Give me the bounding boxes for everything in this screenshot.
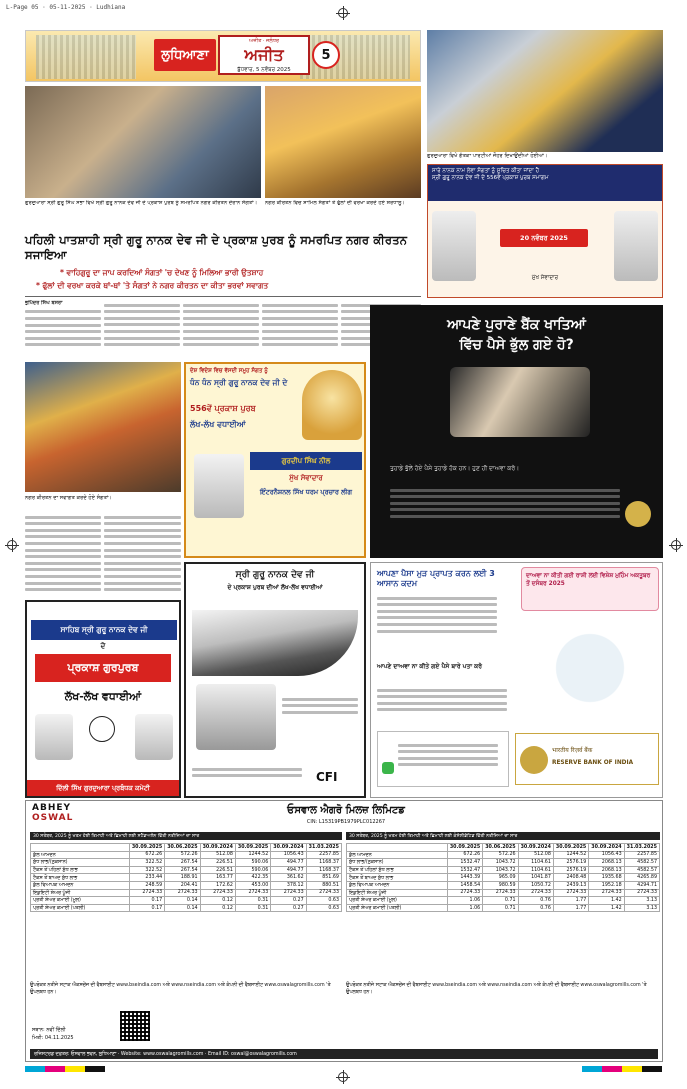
table-cell: 422.35: [235, 874, 270, 882]
row-label: ਕੁੱਲ ਆਮਦਨ: [347, 851, 448, 859]
portrait-photo: [614, 211, 658, 281]
table-cell: 2724.33: [200, 889, 235, 897]
ad-de: ਦੇ: [100, 642, 106, 650]
standalone-results-table: [30, 843, 342, 912]
table-header-cell: 30.09.2024: [518, 844, 553, 852]
table-cell: 2068.13: [589, 866, 624, 874]
table-cell: 1.06: [447, 897, 482, 905]
subheadline: * ਫੁੱਲਾਂ ਦੀ ਵਰਖਾ ਕਰਕੇ ਥਾਂ-ਥਾਂ 'ਤੇ ਸੰਗਤਾਂ ਨੇ ਨਗਰ ਕੀਰਤਨ ਦਾ ਕੀਤਾ ਭਰਵਾਂ ਸਵਾਗਤ: [36, 281, 269, 290]
row-label: ਪ੍ਰਤੀ ਸ਼ੇਅਰ ਕਮਾਈ (ਪਤਲੀ): [31, 904, 130, 912]
main-headline: ਪਹਿਲੀ ਪਾਤਸ਼ਾਹੀ ਸ੍ਰੀ ਗੁਰੂ ਨਾਨਕ ਦੇਵ ਜੀ ਦੇ ਪ੍ਰਕਾਸ਼ ਪੁਰਬ ਨੂੰ ਸਮਰਪਿਤ ਨਗਰ ਕੀਰਤਨ ਸਜਾਇਆ: [25, 233, 408, 262]
table-row: [347, 897, 660, 905]
table-cell: 0.76: [518, 897, 553, 905]
registration-mark-icon: [338, 1072, 348, 1082]
table-cell: 0.31: [235, 904, 270, 912]
event-ad: [427, 164, 663, 298]
table-cell: 233.44: [129, 874, 164, 882]
table-cell: 0.63: [306, 904, 341, 912]
table-row: [31, 866, 342, 874]
table-cell: 0.71: [483, 897, 518, 905]
table-cell: 0.76: [518, 904, 553, 912]
oswal-results-notice: [25, 800, 663, 1062]
campaign-box: ਦਾਅਵਾ ਨਾ ਕੀਤੀ ਗਈ ਰਾਸ਼ੀ ਲਈ ਵਿਸ਼ੇਸ਼ ਮੁਹਿੰਮ ਅਕਤੂਬਰ ਤੋਂ ਦਸੰਬਰ 2025: [521, 567, 659, 611]
portrait-photo: [35, 714, 73, 760]
row-label: ਪ੍ਰਤੀ ਸ਼ੇਅਰ ਕਮਾਈ (ਮੂਲ): [31, 897, 130, 905]
table-cell: 2724.33: [589, 889, 624, 897]
rbi-claim-ad: [370, 562, 663, 798]
portrait-photo: [194, 454, 244, 518]
color-bar: [582, 1066, 662, 1072]
table-row: [31, 859, 342, 867]
table-cell: 0.17: [129, 904, 164, 912]
table-header-cell: 30.09.2024: [589, 844, 624, 852]
table-cell: 0.14: [165, 904, 200, 912]
contact-box: [377, 731, 509, 787]
ad-headline: 556ਵੇਂ ਪ੍ਰਕਾਸ਼ ਪੁਰਬ: [190, 404, 256, 413]
consolidated-results-table: [346, 843, 660, 912]
cfi-logo: CFI: [316, 770, 338, 784]
table-cell: 172.62: [200, 881, 235, 889]
ad-greeting: ਲੱਖ-ਲੱਖ ਵਧਾਈਆਂ: [190, 420, 246, 429]
row-label: ਟੈਕਸ ਤੋਂ ਬਾਅਦ ਸ਼ੁੱਧ ਲਾਭ: [347, 874, 448, 882]
road-illustration: [192, 610, 358, 676]
ad-subtitle: ਦੇ ਪ੍ਰਕਾਸ਼ ਪੁਰਬ ਦੀਆਂ ਲੱਖ-ਲੱਖ ਵਧਾਈਆਂ: [227, 584, 323, 591]
table-cell: 0.17: [129, 897, 164, 905]
guru-portrait: [302, 370, 362, 440]
cyclist-photo: [196, 684, 276, 750]
whatsapp-icon: [382, 762, 394, 774]
bank-ad-headline: ਆਪਣੇ ਪੁਰਾਣੇ ਬੈਂਕ ਖਾਤਿਆਂ: [447, 317, 586, 333]
notice-footer: ਰਜਿਸਟਰਡ ਦਫ਼ਤਰ: ਓਸਵਾਲ ਭਵਨ, ਲੁਧਿਆਣਾ · Website: www.oswalagromills.com · Email ID: oswal@oswalagromills.com: [30, 1049, 658, 1059]
row-label: ਪ੍ਰਤੀ ਸ਼ੇਅਰ ਕਮਾਈ (ਮੂਲ): [347, 897, 448, 905]
table-row: [347, 889, 660, 897]
table-cell: 0.31: [235, 897, 270, 905]
bank-awareness-ad: [370, 305, 663, 558]
photo-caption: ਗੁਰਦੁਆਰਾ ਸ੍ਰੀ ਗੁਰੂ ਸਿੰਘ ਸਭਾ ਵਿਖੇ ਸ੍ਰੀ ਗੁਰੂ ਨਾਨਕ ਦੇਵ ਜੀ ਦੇ ਪ੍ਰਕਾਸ਼ ਪੁਰਬ ਨੂੰ ਸਮਰਪਿਤ ਨਗਰ ਕੀਰਤਨ ਦੌਰਾਨ ਸੰਗਤਾਂ।: [25, 200, 258, 206]
table-row: [347, 881, 660, 889]
portrait-photo: [432, 211, 476, 281]
article-column: [25, 512, 101, 600]
gurpurab-greeting-ad: [184, 362, 366, 558]
table-header-cell: [31, 844, 130, 852]
table-cell: 0.27: [271, 904, 306, 912]
row-label: ਪ੍ਰਤੀ ਸ਼ੇਅਰ ਕਮਾਈ (ਪਤਲੀ): [347, 904, 448, 912]
table-cell: 1.42: [589, 897, 624, 905]
photo-gatka: [427, 30, 663, 152]
rbi-name-hi: भारतीय रिज़र्व बैंक: [552, 747, 593, 754]
table-cell: 378.12: [271, 881, 306, 889]
table-cell: 2724.33: [518, 889, 553, 897]
oswal-logo: ABHEY: [32, 803, 72, 813]
event-ad-header: [428, 165, 662, 201]
rbi-logo-icon: [625, 501, 651, 527]
color-bar: [25, 1066, 105, 1072]
table-cell: 3.13: [624, 904, 659, 912]
company-name: ਓਸਵਾਲ ਐਗਰੋ ਮਿਲਜ਼ ਲਿਮਿਟਡ: [287, 805, 405, 816]
article-column: [104, 300, 180, 358]
table-cell: 3.13: [624, 897, 659, 905]
table-cell: 1.42: [589, 904, 624, 912]
table-cell: 2724.33: [447, 889, 482, 897]
table-cell: 4265.89: [624, 874, 659, 882]
table-cell: 1043.72: [483, 866, 518, 874]
table-row: [347, 874, 660, 882]
table-cell: 226.51: [200, 866, 235, 874]
table-cell: 1.77: [553, 904, 588, 912]
table-cell: 512.08: [200, 851, 235, 859]
table-cell: 267.54: [165, 859, 200, 867]
table-cell: 494.77: [271, 859, 306, 867]
table-header-cell: 30.06.2025: [165, 844, 200, 852]
ad-name: ਗੁਰਦੀਪ ਸਿੰਘ ਨੀਲ: [250, 452, 362, 470]
table-cell: 0.12: [200, 904, 235, 912]
table-cell: 1244.52: [553, 851, 588, 859]
ad-footer: ਦਿੱਲੀ ਸਿੱਖ ਗੁਰਦੁਆਰਾ ਪ੍ਰਬੰਧਕ ਕਮੇਟੀ: [27, 780, 179, 796]
registration-mark-icon: [338, 8, 348, 18]
ad-title: ਸ੍ਰੀ ਗੁਰੂ ਨਾਨਕ ਦੇਵ ਜੀ: [235, 570, 315, 580]
cartoon-illustration: [519, 623, 661, 713]
table-cell: 1952.18: [589, 881, 624, 889]
photo-caption: ਨਗਰ ਕੀਰਤਨ ਵਿਚ ਸ਼ਾਮਿਲ ਸੰਗਤਾਂ ਤੇ ਫੁੱਲਾਂ ਦੀ ਵਰਖਾ ਕਰਦੇ ਹੋਏ ਸ਼ਰਧਾਲੂ।: [265, 200, 406, 206]
table-cell: 512.08: [518, 851, 553, 859]
table-cell: 2439.13: [553, 881, 588, 889]
table-row: [31, 897, 342, 905]
table-cell: 1458.54: [447, 881, 482, 889]
table-cell: 267.54: [165, 866, 200, 874]
event-date-badge: 20 ਨਵੰਬਰ 2025: [500, 229, 588, 247]
article-column: [104, 512, 181, 600]
table-cell: 2724.33: [271, 889, 306, 897]
table-header-cell: [347, 844, 448, 852]
table-header-cell: 30.09.2025: [553, 844, 588, 852]
money-hands-photo: [450, 367, 590, 437]
table-row: [347, 859, 660, 867]
table-cell: 1.77: [553, 897, 588, 905]
table-cell: 1056.43: [271, 851, 306, 859]
table-header-cell: 31.03.2025: [306, 844, 341, 852]
row-label: ਟੈਕਸ ਤੋਂ ਪਹਿਲਾਂ ਸ਼ੁੱਧ ਲਾਭ: [347, 866, 448, 874]
table-row: [31, 904, 342, 912]
table-cell: 1104.61: [518, 859, 553, 867]
table-cell: 980.59: [483, 881, 518, 889]
ad-headline: ਸਾਹਿਬ ਸ੍ਰੀ ਗੁਰੂ ਨਾਨਕ ਦੇਵ ਜੀ: [31, 620, 177, 640]
khanda-emblem-icon: [89, 716, 115, 742]
print-strip: L-Page 05 · 05-11-2025 · Ludhiana: [6, 4, 126, 11]
portrait-photo: [135, 714, 173, 760]
table-cell: 2724.33: [483, 889, 518, 897]
rbi-name: RESERVE BANK OF INDIA: [552, 760, 634, 766]
table-cell: 0.12: [200, 897, 235, 905]
table-cell: 2068.13: [589, 859, 624, 867]
table-cell: 2576.19: [553, 859, 588, 867]
table-cell: 1041.87: [518, 874, 553, 882]
edition-date: ਬੁੱਧਵਾਰ, 5 ਨਵੰਬਰ 2025: [237, 67, 291, 73]
table-cell: 572.26: [165, 851, 200, 859]
city-name: ਲੁਧਿਆਣਾ: [154, 39, 216, 71]
table-title: 30 ਸਤੰਬਰ, 2025 ਨੂੰ ਖਤਮ ਹੋਈ ਤਿਮਾਹੀ ਅਤੇ ਛਿਮਾਹੀ ਲਈ ਸਟੈਂਡਅਲੋਨ ਵਿੱਤੀ ਨਤੀਜਿਆਂ ਦਾ ਸਾਰ: [30, 832, 342, 840]
row-label: ਕੁੱਲ ਵਿਆਪਕ ਆਮਦਨ: [31, 881, 130, 889]
table-header-cell: 30.09.2024: [200, 844, 235, 852]
table-cell: 1050.72: [518, 881, 553, 889]
table-cell: 2724.33: [129, 889, 164, 897]
ad-headline: ਧੰਨ ਧੰਨ ਸ੍ਰੀ ਗੁਰੂ ਨਾਨਕ ਦੇਵ ਜੀ ਦੇ: [190, 378, 288, 387]
divider: [25, 296, 421, 297]
ad-text-lines: [282, 694, 358, 717]
table-row: [31, 889, 342, 897]
row-label: ਇਕੁਇਟੀ ਸ਼ੇਅਰ ਪੂੰਜੀ: [31, 889, 130, 897]
table-header-cell: 30.09.2025: [129, 844, 164, 852]
table-cell: 4294.71: [624, 881, 659, 889]
bottom-text: ਆਪਣੇ ਦਾਅਵਾ ਨਾ ਕੀਤੇ ਗਏ ਪੈਸੇ ਬਾਰੇ ਪਤਾ ਕਰੋ: [377, 663, 482, 670]
table-row: [347, 866, 660, 874]
road-greeting-ad: [184, 562, 366, 798]
photo-caption: ਗੁਰਦੁਆਰਾ ਵਿਖੇ ਗੱਤਕਾ ਪਾਰਟੀਆਂ ਜੌਹਰ ਦਿਖਾਉਂਦੀਆਂ ਹੋਈਆਂ।: [427, 153, 548, 159]
table-header-cell: 30.09.2024: [271, 844, 306, 852]
results-note: ਉਪਰੋਕਤ ਨਤੀਜੇ ਸਟਾਕ ਐਕਸਚੇਂਜ ਦੀ ਵੈਬਸਾਈਟ www.bseindia.com ਅਤੇ www.nseindia.com ਅਤੇ ਕੰਪਨੀ ਦੀ ਵੈਬਸਾਈਟ www.oswalagromills.com 'ਤੇ ਉਪਲਬਧ ਹਨ।: [346, 983, 647, 995]
date-text: ਮਿਤੀ: 04.11.2025: [32, 1035, 74, 1041]
table-cell: 851.69: [306, 874, 341, 882]
brand-logo: ਅਜੀਤ: [244, 45, 284, 64]
table-cell: 572.26: [483, 851, 518, 859]
ad-main-title: ਪ੍ਰਕਾਸ਼ ਗੁਰਪੁਰਬ: [35, 654, 171, 682]
byline: ਭੁਪਿੰਦਰ ਸਿੰਘ ਬਸਰਾ: [25, 300, 63, 306]
table-cell: 0.27: [271, 897, 306, 905]
table-cell: 322.52: [129, 866, 164, 874]
table-header-cell: 31.03.2025: [624, 844, 659, 852]
table-cell: 2257.85: [624, 851, 659, 859]
table-cell: 188.91: [165, 874, 200, 882]
table-title: 30 ਸਤੰਬਰ, 2025 ਨੂੰ ਖਤਮ ਹੋਈ ਤਿਮਾਹੀ ਅਤੇ ਛਿਮਾਹੀ ਲਈ ਕੰਸੋਲੀਡੇਟਿਡ ਵਿੱਤੀ ਨਤੀਜਿਆਂ ਦਾ ਸਾਰ: [346, 832, 660, 840]
row-label: ਇਕੁਇਟੀ ਸ਼ੇਅਰ ਪੂੰਜੀ: [347, 889, 448, 897]
table-cell: 1168.37: [306, 866, 341, 874]
table-cell: 163.77: [200, 874, 235, 882]
table-header-cell: 30.09.2025: [447, 844, 482, 852]
bank-ad-headline: ਵਿੱਚ ਪੈਸੇ ਭੁੱਲ ਗਏ ਹੋ?: [459, 337, 574, 353]
table-cell: 1532.47: [447, 859, 482, 867]
event-ad-line: ਸਾਰੇ ਨਾਨਕ ਨਾਮ ਲੇਵਾ ਸੰਗਤਾਂ ਨੂੰ ਸੂਚਿਤ ਕੀਤਾ ਜਾਂਦਾ ਹੈ: [432, 168, 539, 174]
event-ad-footer: ਮੁੱਖ ਸੇਵਾਦਾਰ: [531, 275, 559, 281]
place-text: ਸਥਾਨ: ਨਵੀਂ ਦਿੱਲੀ: [32, 1027, 66, 1033]
table-row: [31, 881, 342, 889]
table-cell: 0.14: [165, 897, 200, 905]
table-cell: 1056.43: [589, 851, 624, 859]
table-cell: 1168.37: [306, 859, 341, 867]
bank-ad-body: ਤੁਹਾਡੇ ਭੁੱਲੇ ਹੋਏ ਪੈਸੇ ਤੁਹਾਡੇ ਹੱਕ ਹਨ। ਹੁਣ ਹੀ ਦਾਅਵਾ ਕਰੋ।: [390, 465, 520, 472]
masthead: [25, 30, 421, 82]
table-row: [31, 874, 342, 882]
company-cin: CIN: L15319PB1979PLC012267: [306, 819, 386, 825]
table-cell: 1104.61: [518, 866, 553, 874]
photo-caption: ਨਗਰ ਕੀਰਤਨ ਦਾ ਸਵਾਗਤ ਕਰਦੇ ਹੋਏ ਸੰਗਤਾਂ।: [25, 495, 113, 501]
table-cell: 2257.85: [306, 851, 341, 859]
article-column: [25, 300, 101, 358]
table-cell: 2724.33: [553, 889, 588, 897]
rbi-emblem-icon: [520, 746, 548, 774]
table-cell: 453.00: [235, 881, 270, 889]
row-label: ਸ਼ੁੱਧ ਲਾਭ/(ਨੁਕਸਾਨ): [31, 859, 130, 867]
table-header-cell: 30.06.2025: [483, 844, 518, 852]
table-cell: 322.52: [129, 859, 164, 867]
dsgmc-greeting-ad: [25, 600, 181, 798]
brand-box: [218, 35, 310, 75]
article-column: [183, 300, 259, 358]
table-row: [347, 904, 660, 912]
table-cell: 2724.33: [235, 889, 270, 897]
table-cell: 1.06: [447, 904, 482, 912]
event-ad-line: ਸ੍ਰੀ ਗੁਰੂ ਨਾਨਕ ਦੇਵ ਜੀ ਦੇ 556ਵੇਂ ਪ੍ਰਕਾਸ਼ ਪੁਰਬ ਸਮਾਗਮ: [432, 175, 549, 181]
ad-greeting: ਲੱਖ-ਲੱਖ ਵਧਾਈਆਂ: [64, 690, 142, 703]
row-label: ਟੈਕਸ ਤੋਂ ਬਾਅਦ ਸ਼ੁੱਧ ਲਾਭ: [31, 874, 130, 882]
article-column: [262, 300, 338, 358]
oswal-logo: OSWAL: [32, 813, 74, 823]
row-label: ਕੁੱਲ ਵਿਆਪਕ ਆਮਦਨ: [347, 881, 448, 889]
row-label: ਕੁੱਲ ਆਮਦਨ: [31, 851, 130, 859]
table-row: [347, 851, 660, 859]
table-cell: 248.59: [129, 881, 164, 889]
page-number: 5: [312, 41, 340, 69]
brand-subtitle: ਅਜੀਤ · ਜਲੰਧਰ: [249, 38, 279, 44]
contact-lines: [377, 685, 507, 715]
table-cell: 2724.33: [624, 889, 659, 897]
registration-mark-icon: [671, 540, 681, 550]
table-cell: 361.62: [271, 874, 306, 882]
table-row: [31, 851, 342, 859]
results-note: ਉਪਰੋਕਤ ਨਤੀਜੇ ਸਟਾਕ ਐਕਸਚੇਂਜ ਦੀ ਵੈਬਸਾਈਟ www.bseindia.com ਅਤੇ www.nseindia.com ਅਤੇ ਕੰਪਨੀ ਦੀ ਵੈਬਸਾਈਟ www.oswalagromills.com 'ਤੇ ਉਪਲਬਧ ਹਨ।: [30, 983, 331, 995]
table-cell: 1532.47: [447, 866, 482, 874]
table-cell: 590.06: [235, 866, 270, 874]
ad-org: ਇੰਟਰਨੈਸ਼ਨਲ ਸਿੱਖ ਧਰਮ ਪ੍ਰਚਾਰ ਲੀਗ: [259, 488, 353, 496]
table-cell: 2724.33: [306, 889, 341, 897]
table-cell: 2408.48: [553, 874, 588, 882]
table-cell: 1443.39: [447, 874, 482, 882]
table-cell: 672.26: [447, 851, 482, 859]
steps-title: ਆਪਣਾ ਪੈਸਾ ਮੁੜ ਪ੍ਰਾਪਤ ਕਰਨ ਲਈ 3 ਆਸਾਨ ਕਦਮ: [377, 569, 495, 588]
table-cell: 672.26: [129, 851, 164, 859]
qr-code-icon: [120, 1011, 150, 1041]
ad-text-lines: [192, 764, 302, 781]
table-cell: 1043.72: [483, 859, 518, 867]
photo-nagar-kirtan-1: [25, 86, 261, 198]
ad-headline: ਦੇਸ਼ ਵਿਦੇਸ਼ ਵਿਚ ਵੱਸਦੀ ਸਮੂਹ ਸੰਗਤ ਨੂੰ: [190, 368, 268, 374]
table-cell: 590.06: [235, 859, 270, 867]
rbi-brand: [515, 733, 659, 785]
table-cell: 0.63: [306, 897, 341, 905]
row-label: ਟੈਕਸ ਤੋਂ ਪਹਿਲਾਂ ਸ਼ੁੱਧ ਲਾਭ: [31, 866, 130, 874]
table-cell: 1244.52: [235, 851, 270, 859]
steps-list: [377, 593, 497, 636]
skyline-illustration-left: [36, 35, 136, 79]
table-cell: 2576.19: [553, 866, 588, 874]
table-cell: 2724.33: [165, 889, 200, 897]
photo-sangat: [25, 362, 181, 492]
registration-mark-icon: [7, 540, 17, 550]
table-cell: 1935.68: [589, 874, 624, 882]
table-cell: 880.51: [306, 881, 341, 889]
photo-nagar-kirtan-2: [265, 86, 421, 198]
table-cell: 4582.57: [624, 859, 659, 867]
table-cell: 0.71: [483, 904, 518, 912]
ad-title: ਮੁੱਖ ਸੇਵਾਦਾਰ: [289, 474, 323, 482]
table-cell: 204.41: [165, 881, 200, 889]
bank-ad-text-lines: [390, 485, 620, 522]
table-cell: 965.09: [483, 874, 518, 882]
subheadline: * ਵਾਹਿਗੁਰੂ ਦਾ ਜਾਪ ਕਰਦਿਆਂ ਸੰਗਤਾਂ 'ਚ ਦੇਖਣ ਨੂੰ ਮਿਲਿਆ ਭਾਰੀ ਉਤਸ਼ਾਹ: [60, 268, 264, 277]
row-label: ਸ਼ੁੱਧ ਲਾਭ/(ਨੁਕਸਾਨ): [347, 859, 448, 867]
table-header-cell: 30.09.2025: [235, 844, 270, 852]
table-cell: 4582.57: [624, 866, 659, 874]
table-cell: 494.77: [271, 866, 306, 874]
table-cell: 226.51: [200, 859, 235, 867]
